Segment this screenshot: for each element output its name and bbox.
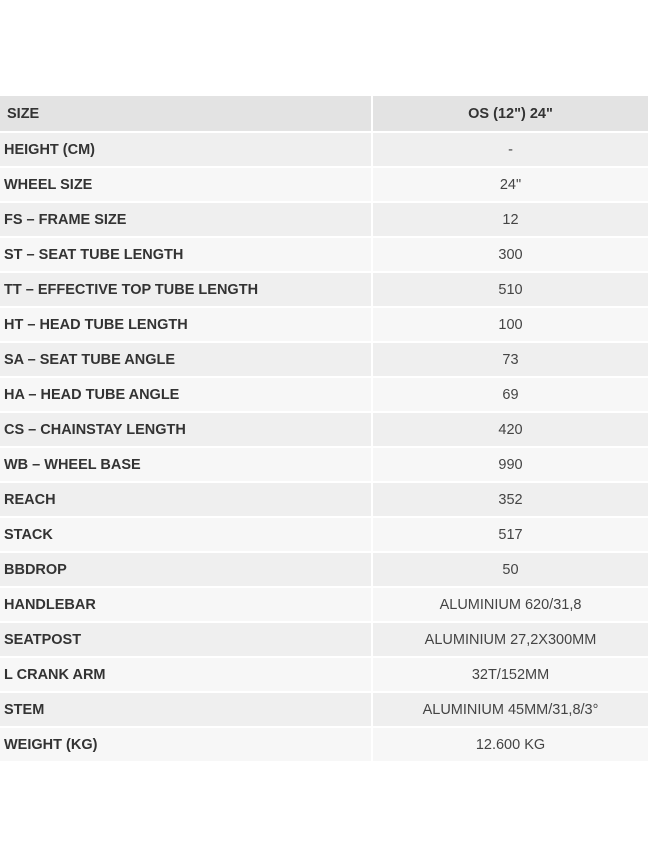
- table-body: [0, 133, 648, 763]
- spec-label: WEIGHT (KG): [0, 728, 373, 763]
- spec-label: WHEEL SIZE: [0, 168, 373, 203]
- table-row: [0, 483, 648, 518]
- table-row: [0, 658, 648, 693]
- spec-value: 32T/152MM: [373, 658, 648, 693]
- table-row: [0, 693, 648, 728]
- table-row: [0, 728, 648, 763]
- spec-label: ST – SEAT TUBE LENGTH: [0, 238, 373, 273]
- table-row: [0, 273, 648, 308]
- spec-value: ALUMINIUM 27,2X300MM: [373, 623, 648, 658]
- spec-label: SA – SEAT TUBE ANGLE: [0, 343, 373, 378]
- table-row: [0, 203, 648, 238]
- size-column-header: SIZE: [0, 96, 373, 133]
- spec-value: 517: [373, 518, 648, 553]
- table-row: [0, 623, 648, 658]
- spec-value: 50: [373, 553, 648, 588]
- table-row: [0, 308, 648, 343]
- table-row: [0, 133, 648, 168]
- table-row: [0, 448, 648, 483]
- spec-label: L CRANK ARM: [0, 658, 373, 693]
- spec-value: ALUMINIUM 45MM/31,8/3°: [373, 693, 648, 728]
- spec-value: 352: [373, 483, 648, 518]
- spec-value: 990: [373, 448, 648, 483]
- spec-label: STACK: [0, 518, 373, 553]
- spec-value: 100: [373, 308, 648, 343]
- table-row: [0, 168, 648, 203]
- spec-label: STEM: [0, 693, 373, 728]
- spec-label: REACH: [0, 483, 373, 518]
- table-row: [0, 378, 648, 413]
- geometry-spec-table: [0, 96, 648, 763]
- table-row: [0, 413, 648, 448]
- spec-value: 73: [373, 343, 648, 378]
- spec-value: 300: [373, 238, 648, 273]
- spec-value: 420: [373, 413, 648, 448]
- spec-label: TT – EFFECTIVE TOP TUBE LENGTH: [0, 273, 373, 308]
- spec-label: HEIGHT (CM): [0, 133, 373, 168]
- table-row: [0, 553, 648, 588]
- table-row: [0, 588, 648, 623]
- spec-label: BBDROP: [0, 553, 373, 588]
- spec-label: CS – CHAINSTAY LENGTH: [0, 413, 373, 448]
- table-row: [0, 343, 648, 378]
- spec-value: ALUMINIUM 620/31,8: [373, 588, 648, 623]
- table-row: [0, 518, 648, 553]
- spec-label: HA – HEAD TUBE ANGLE: [0, 378, 373, 413]
- model-column-header: OS (12") 24": [373, 96, 648, 133]
- table-row: [0, 238, 648, 273]
- spec-label: HANDLEBAR: [0, 588, 373, 623]
- spec-value: 12.600 KG: [373, 728, 648, 763]
- table-header: [0, 96, 648, 133]
- spec-value: 510: [373, 273, 648, 308]
- spec-label: HT – HEAD TUBE LENGTH: [0, 308, 373, 343]
- spec-value: 24": [373, 168, 648, 203]
- spec-value: 12: [373, 203, 648, 238]
- header-row: [0, 96, 648, 133]
- spec-label: FS – FRAME SIZE: [0, 203, 373, 238]
- spec-label: WB – WHEEL BASE: [0, 448, 373, 483]
- spec-value: -: [373, 133, 648, 168]
- spec-value: 69: [373, 378, 648, 413]
- spec-label: SEATPOST: [0, 623, 373, 658]
